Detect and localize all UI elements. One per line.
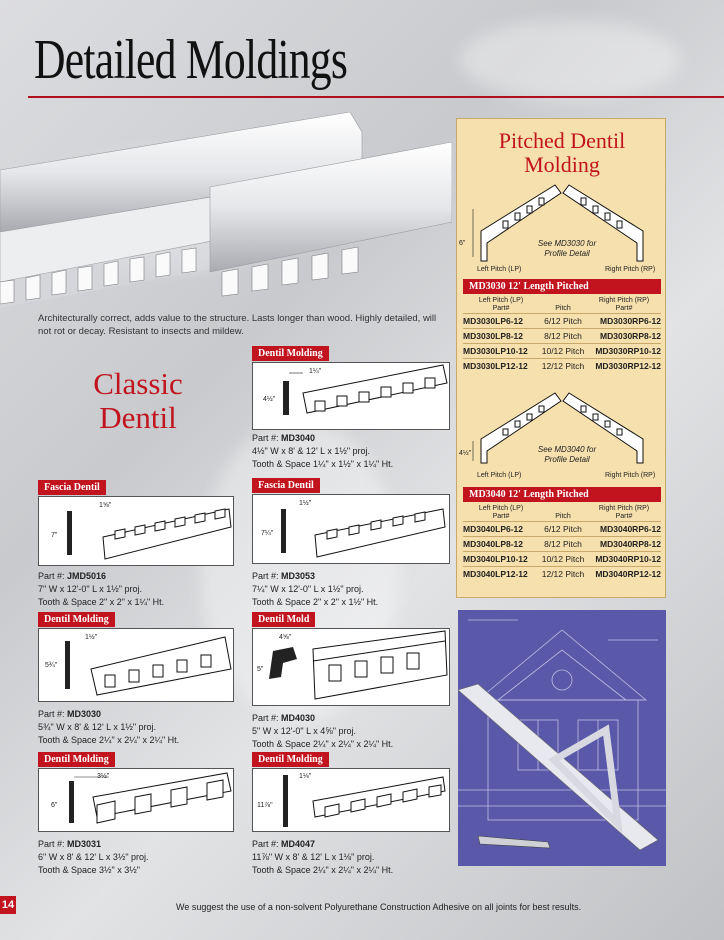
- table-row: [463, 521, 661, 536]
- pitch-value: 6/12 Pitch: [544, 316, 582, 326]
- pitched-dentil-panel: [456, 118, 666, 598]
- dim-side: 5¾": [45, 662, 58, 669]
- pitch-value: 8/12 Pitch: [544, 331, 582, 341]
- header-text: Part#: [615, 513, 633, 520]
- dim-side: 4½": [263, 396, 276, 403]
- spec-line: 5¾" W x 8' & 12' L x 1½" proj.: [38, 722, 157, 732]
- spec-line: 5" W x 12'-0" L x 4⅝" proj.: [252, 726, 357, 736]
- product-tag: Fascia Dentil: [38, 480, 106, 495]
- profile-note-line: See MD3030 for: [537, 239, 597, 248]
- part-no: MD3031: [67, 839, 102, 849]
- profile-drawing: [39, 769, 233, 831]
- marble-texture: [460, 20, 680, 100]
- part-label: Part #:: [252, 713, 279, 723]
- part-label: Part #:: [38, 571, 65, 581]
- profile-drawing: [253, 363, 449, 429]
- lp-part: MD3040LP6-12: [463, 524, 524, 534]
- header-left: [463, 297, 539, 313]
- header-pitch: Pitch: [555, 513, 571, 520]
- left-pitch-label: Left Pitch (LP): [477, 472, 522, 479]
- rp-part: MD3030RP8-12: [600, 331, 661, 341]
- dim-top: 1½": [85, 634, 98, 641]
- section-title-line1: Classic: [93, 366, 183, 401]
- pitch-value: 12/12 Pitch: [541, 569, 585, 579]
- lp-part: MD3030LP10-12: [463, 346, 528, 356]
- table-row: [463, 328, 661, 343]
- product-tag: Dentil Molding: [38, 752, 115, 767]
- part-no: MD3040: [281, 433, 316, 443]
- part-no: MD3053: [281, 571, 316, 581]
- table-row: [463, 536, 661, 551]
- product-diagram: [252, 362, 450, 430]
- table-row: [463, 343, 661, 358]
- part-label: Part #:: [38, 709, 65, 719]
- spec-line: 4½" W x 8' & 12' L x 1½" proj.: [252, 446, 371, 456]
- part-label: Part #:: [38, 839, 65, 849]
- part-no: JMD5016: [67, 571, 107, 581]
- spec-line: 6" W x 8' & 12' L x 3½" proj.: [38, 852, 149, 862]
- product-diagram: [38, 768, 234, 832]
- lp-part: MD3030LP6-12: [463, 316, 524, 326]
- lp-part: MD3030LP8-12: [463, 331, 524, 341]
- part-number: [252, 838, 315, 851]
- header-right: [587, 297, 661, 313]
- pitch-table: [463, 297, 661, 373]
- spec-line: Tooth & Space 2" x 2" x 1¼" Ht.: [38, 597, 165, 607]
- profile-drawing: [39, 497, 233, 565]
- profile-drawing: [253, 769, 449, 831]
- dim-side: 11⅞": [257, 802, 273, 809]
- header-text: Part#: [492, 513, 510, 520]
- dim-side: 5": [257, 666, 264, 673]
- profile-note-line: Profile Detail: [544, 455, 590, 464]
- pitch-value: 12/12 Pitch: [541, 361, 585, 371]
- left-pitch-label: Left Pitch (LP): [477, 266, 522, 273]
- header-text: Part#: [492, 305, 510, 312]
- section-title: [78, 367, 198, 435]
- panel-title: [457, 129, 667, 177]
- product-tag: Dentil Molding: [252, 752, 329, 767]
- profile-note-line: See MD3040 for: [537, 445, 597, 454]
- blueprint-photo: [458, 610, 666, 866]
- dim-top: 4⅝": [279, 634, 292, 641]
- page-title: Detailed Moldings: [34, 29, 348, 91]
- product-diagram: [38, 628, 234, 702]
- profile-note: [525, 239, 609, 259]
- part-number: [252, 712, 315, 725]
- table-row: [463, 566, 661, 581]
- table-row: [463, 358, 661, 373]
- lp-part: MD3040LP10-12: [463, 554, 528, 564]
- rp-part: MD3040RP8-12: [600, 539, 661, 549]
- pitch-height: 6": [459, 240, 466, 247]
- product-tag: Dentil Molding: [38, 612, 115, 627]
- right-pitch-label: Right Pitch (RP): [605, 266, 656, 273]
- title-rule: [28, 96, 724, 98]
- table-header: [463, 297, 661, 313]
- table-header: [463, 505, 661, 521]
- profile-drawing: [39, 629, 233, 701]
- intro-text: Architecturally correct, adds value to the structure. Lasts longer than wood. Highly detailed, will not rot or decay. Resistant to insects and mildew.: [38, 313, 437, 337]
- table-row: [463, 551, 661, 566]
- profile-drawing: [253, 495, 449, 563]
- part-number: [252, 570, 315, 583]
- product-tag: Dentil Molding: [252, 346, 329, 361]
- dim-side: 7": [51, 532, 58, 539]
- product-diagram: [252, 494, 450, 564]
- profile-note-line: Profile Detail: [544, 249, 590, 258]
- pitch-table: [463, 505, 661, 581]
- header-left: [463, 505, 539, 521]
- part-number: [38, 838, 101, 851]
- profile-note: [525, 445, 609, 465]
- lp-part: MD3040LP12-12: [463, 569, 528, 579]
- part-no: MD4047: [281, 839, 316, 849]
- panel-title-line2: Molding: [524, 152, 600, 177]
- product-diagram: [252, 768, 450, 832]
- dim-top: 1½": [299, 500, 312, 507]
- page-number: 14: [0, 896, 16, 914]
- part-label: Part #:: [252, 839, 279, 849]
- spec-line: Tooth & Space 1¼" x 1½" x 1¼" Ht.: [252, 459, 394, 469]
- header-pitch: Pitch: [555, 305, 571, 312]
- product-diagram: [252, 628, 450, 706]
- dim-side: 6": [51, 802, 58, 809]
- header-text: Left Pitch (LP): [478, 505, 524, 512]
- table-row: [463, 313, 661, 328]
- spec-line: 7¼" W x 12'-0" L x 1½" proj.: [252, 584, 364, 594]
- part-label: Part #:: [252, 433, 279, 443]
- table-title: MD3040 12' Length Pitched: [463, 487, 661, 502]
- rp-part: MD3030RP6-12: [600, 316, 661, 326]
- product-tag: Fascia Dentil: [252, 478, 320, 493]
- rp-part: MD3030RP12-12: [595, 361, 661, 371]
- spec-line: 7" W x 12'-0" L x 1½" proj.: [38, 584, 143, 594]
- dim-top: 1⅛": [299, 773, 312, 780]
- dim-top: 1⅝": [99, 502, 112, 509]
- spec-line: Tooth & Space 2" x 2" x 1½" Ht.: [252, 597, 379, 607]
- lp-part: MD3030LP12-12: [463, 361, 528, 371]
- spec-line: Tooth & Space 3½" x 3½": [38, 865, 140, 875]
- pitch-value: 10/12 Pitch: [541, 346, 585, 356]
- part-number: [252, 432, 315, 445]
- part-label: Part #:: [252, 571, 279, 581]
- lp-part: MD3040LP8-12: [463, 539, 524, 549]
- spec-line: Tooth & Space 2¼" x 2¼" x 2¼" Ht.: [252, 865, 394, 875]
- rp-part: MD3040RP6-12: [600, 524, 661, 534]
- part-no: MD4030: [281, 713, 316, 723]
- panel-title-line1: Pitched Dentil: [498, 128, 626, 153]
- rp-part: MD3040RP12-12: [595, 569, 661, 579]
- right-pitch-label: Right Pitch (RP): [605, 472, 656, 479]
- pitch-value: 10/12 Pitch: [541, 554, 585, 564]
- spec-line: 11⅞" W x 8' & 12' L x 1⅛" proj.: [252, 852, 375, 862]
- footer-note: We suggest the use of a non-solvent Polyurethane Construction Adhesive on all joints for best results.: [176, 902, 582, 912]
- header-text: Right Pitch (RP): [598, 297, 650, 304]
- pitch-value: 6/12 Pitch: [544, 524, 582, 534]
- spec-line: Tooth & Space 2¼" x 2¼" x 2¼" Ht.: [252, 739, 394, 749]
- header-right: [587, 505, 661, 521]
- header-text: Part#: [615, 305, 633, 312]
- dim-side: 7¼": [261, 530, 274, 537]
- molding-photo: [0, 112, 452, 308]
- part-number: [38, 708, 101, 721]
- dim-top: 1¼": [309, 368, 322, 375]
- pitch-value: 8/12 Pitch: [544, 539, 582, 549]
- product-diagram: [38, 496, 234, 566]
- section-title-line2: Dentil: [99, 400, 177, 435]
- part-number: [38, 570, 106, 583]
- rp-part: MD3040RP10-12: [595, 554, 661, 564]
- part-no: MD3030: [67, 709, 102, 719]
- pitch-height: 4½": [459, 450, 472, 457]
- rp-part: MD3030RP10-12: [595, 346, 661, 356]
- dim-top: 3½": [97, 773, 110, 780]
- table-title: MD3030 12' Length Pitched: [463, 279, 661, 294]
- spec-line: Tooth & Space 2¼" x 2¼" x 2¼" Ht.: [38, 735, 180, 745]
- product-tag: Dentil Mold: [252, 612, 315, 627]
- header-text: Left Pitch (LP): [478, 297, 524, 304]
- header-text: Right Pitch (RP): [598, 505, 650, 512]
